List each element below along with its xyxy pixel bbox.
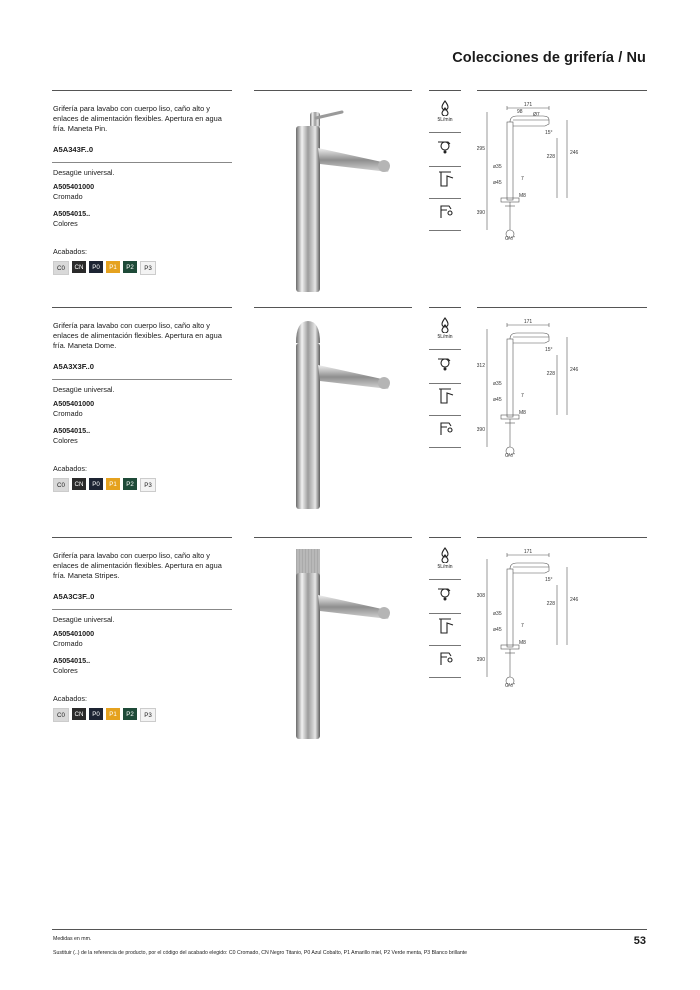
drain-title: Desagüe universal. [53,168,115,177]
drain-label-colors: Colores [53,666,78,675]
faucet-photo [254,545,412,745]
finishes-label: Acabados: [53,694,87,703]
svg-text:15°: 15° [545,347,553,353]
icon-divider [429,677,461,678]
section-divider-icons [429,307,461,308]
svg-text:ø35: ø35 [493,611,502,617]
svg-text:171: 171 [523,102,533,108]
icon-divider [429,645,461,646]
finish-swatch-p1: P1 [106,478,120,490]
svg-text:295: 295 [477,146,485,152]
svg-text:308: 308 [477,593,485,599]
svg-text:246: 246 [570,150,579,156]
section-divider-image [254,537,412,538]
drain-label-chrome: Cromado [53,409,83,418]
icon-divider [429,132,461,133]
finish-swatch-p0: P0 [89,261,103,273]
finish-swatch-c0: C0 [53,708,69,722]
cold-water-icon [429,585,461,601]
svg-text:15°: 15° [545,577,553,583]
drain-divider [52,162,232,163]
svg-text:7: 7 [521,623,524,629]
finish-swatch-cn: CN [72,261,86,273]
cold-water-icon [429,138,461,154]
icon-divider [429,613,461,614]
icon-divider [429,349,461,350]
finish-swatch-p0: P0 [89,478,103,490]
icon-divider [429,198,461,199]
drain-title: Desagüe universal. [53,615,115,624]
finish-swatch-p2: P2 [123,261,137,273]
svg-text:M8: M8 [519,640,526,646]
section-divider-drawing [477,537,647,538]
finish-swatch-c0: C0 [53,261,69,275]
section-divider-icons [429,90,461,91]
section-divider-text [52,537,232,538]
drain-label-colors: Colores [53,436,78,445]
finish-swatch-p2: P2 [123,478,137,490]
dimension-drawing [477,102,647,242]
dimension-drawing [477,319,647,459]
drain-divider [52,379,232,380]
drain-title: Desagüe universal. [53,385,115,394]
page-number: 53 [633,935,646,947]
svg-text:171: 171 [523,319,533,325]
svg-text:M8: M8 [519,193,526,199]
lever-handle-icon [429,649,461,667]
svg-text:Ø7: Ø7 [533,112,540,118]
svg-text:G½": G½" [505,683,515,689]
product-description: Grifería para lavabo con cuerpo liso, caño alto y enlaces de alimentación flexibles. Apertura en agua fría. Maneta Stripes. [53,551,222,581]
section-divider-image [254,90,412,91]
tall-spout-icon [429,387,461,405]
svg-text:390: 390 [477,427,485,433]
flow-rate-icon [429,317,461,340]
svg-text:390: 390 [477,210,485,216]
product-code: A5A3X3F..0 [53,362,94,371]
svg-text:G½": G½" [505,453,515,459]
finish-swatch-cn: CN [72,478,86,490]
finish-swatch-p1: P1 [106,261,120,273]
icon-divider [429,447,461,448]
page-title: Colecciones de grifería / Nu [452,50,646,66]
drain-divider [52,609,232,610]
product-section [0,307,700,537]
flow-rate-label: 5L/min [437,117,453,123]
svg-text:246: 246 [570,597,579,603]
svg-text:228: 228 [546,154,555,160]
product-code: A5A343F..0 [53,145,94,154]
drain-code-chrome: A505401000 [53,182,95,191]
svg-text:228: 228 [546,601,555,607]
lever-handle-icon [429,202,461,220]
svg-text:246: 246 [570,367,579,373]
drain-code-colors: A5054015.. [53,656,91,665]
flow-rate-icon [429,100,461,123]
svg-text:7: 7 [521,393,524,399]
section-divider-text [52,90,232,91]
svg-text:G½": G½" [505,236,515,242]
svg-text:ø35: ø35 [493,381,502,387]
icon-divider [429,230,461,231]
svg-text:390: 390 [477,657,485,663]
finish-swatch-c0: C0 [53,478,69,492]
section-divider-icons [429,537,461,538]
svg-text:M8: M8 [519,410,526,416]
finish-swatch-p1: P1 [106,708,120,720]
finish-swatch-cn: CN [72,708,86,720]
drain-code-colors: A5054015.. [53,209,91,218]
finish-swatches [53,478,156,492]
drain-code-colors: A5054015.. [53,426,91,435]
svg-text:228: 228 [546,371,555,377]
svg-text:15°: 15° [545,130,553,136]
icon-divider [429,166,461,167]
footer-note: Medidas en mm. [53,936,92,942]
footer-substitution-note: Sustituir (..) de la referencia de producto, por el código del acabado elegido: C0 Cromado, CN Negro Titanio, P0 Azul Cobalto, P1 Amarillo miel, P2 Verde menta, P3 Blanco brillante [53,950,468,956]
icon-divider [429,383,461,384]
finish-swatches [53,708,156,722]
svg-text:98: 98 [517,109,523,115]
product-description: Grifería para lavabo con cuerpo liso, caño alto y enlaces de alimentación flexibles. Apertura en agua fría. Maneta Pin. [53,104,222,134]
icon-divider [429,415,461,416]
finish-swatch-p0: P0 [89,708,103,720]
svg-text:ø45: ø45 [493,397,502,403]
svg-text:312: 312 [477,363,485,369]
finish-swatch-p3: P3 [140,478,156,492]
tall-spout-icon [429,170,461,188]
drain-code-chrome: A505401000 [53,629,95,638]
finish-swatch-p3: P3 [140,708,156,722]
section-divider-text [52,307,232,308]
finish-swatch-p3: P3 [140,261,156,275]
cold-water-icon [429,355,461,371]
finishes-label: Acabados: [53,247,87,256]
footer-divider [52,929,647,930]
section-divider-drawing [477,90,647,91]
product-section [0,537,700,767]
product-section [0,90,700,320]
finish-swatch-p2: P2 [123,708,137,720]
flow-rate-label: 5L/min [437,564,453,570]
section-divider-image [254,307,412,308]
product-code: A5A3C3F..0 [53,592,95,601]
drain-label-chrome: Cromado [53,192,83,201]
tall-spout-icon [429,617,461,635]
faucet-photo [254,315,412,515]
section-divider-drawing [477,307,647,308]
svg-text:171: 171 [523,549,533,555]
svg-text:7: 7 [521,176,524,182]
icon-divider [429,579,461,580]
flow-rate-icon [429,547,461,570]
dimension-drawing [477,549,647,689]
svg-text:ø45: ø45 [493,180,502,186]
faucet-photo [254,98,412,298]
finishes-label: Acabados: [53,464,87,473]
flow-rate-label: 5L/min [437,334,453,340]
svg-text:ø45: ø45 [493,627,502,633]
drain-code-chrome: A505401000 [53,399,95,408]
product-description: Grifería para lavabo con cuerpo liso, caño alto y enlaces de alimentación flexibles. Apertura en agua fría. Maneta Dome. [53,321,222,351]
lever-handle-icon [429,419,461,437]
finish-swatches [53,261,156,275]
drain-label-colors: Colores [53,219,78,228]
svg-text:ø35: ø35 [493,164,502,170]
drain-label-chrome: Cromado [53,639,83,648]
